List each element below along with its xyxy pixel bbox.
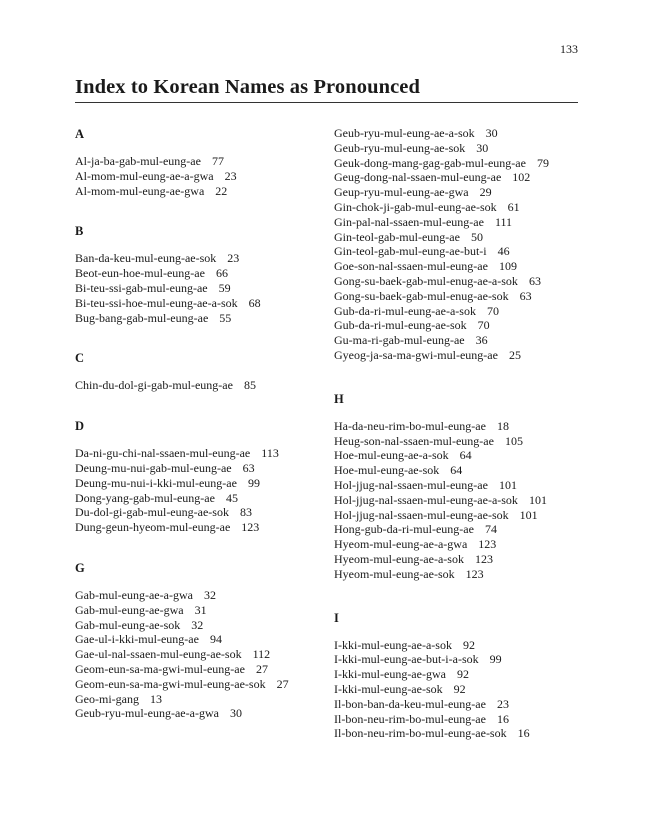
index-entry bbox=[75, 677, 325, 692]
index-entry-list bbox=[75, 251, 325, 325]
entry-page-number: 94 bbox=[209, 632, 222, 647]
index-entry bbox=[334, 304, 584, 319]
index-entry bbox=[75, 706, 325, 721]
entry-page-number: 16 bbox=[496, 711, 509, 726]
entry-name: Al-mom-mul-eung-ae-gwa bbox=[75, 183, 205, 198]
entry-name: Da-ni-gu-chi-nal-ssaen-mul-eung-ae bbox=[75, 446, 251, 461]
entry-name: Geup-ryu-mul-eung-ae-gwa bbox=[334, 185, 469, 200]
index-entry bbox=[334, 200, 584, 215]
entry-name: Du-dol-gi-gab-mul-eung-ae-sok bbox=[75, 505, 229, 520]
entry-name: Hol-jjug-nal-ssaen-mul-eung-ae-a-sok bbox=[334, 492, 518, 507]
index-entry bbox=[334, 156, 584, 171]
index-entry bbox=[334, 274, 584, 289]
index-entry bbox=[334, 508, 584, 523]
index-entry bbox=[334, 493, 584, 508]
entry-name: Gong-su-baek-gab-mul-enug-ae-sok bbox=[334, 288, 509, 303]
entry-name: Hol-jjug-nal-ssaen-mul-eung-ae-sok bbox=[334, 507, 509, 522]
entry-name: Heug-son-nal-ssaen-mul-eung-ae bbox=[334, 433, 494, 448]
section-letter: C bbox=[75, 351, 85, 366]
index-entry bbox=[75, 662, 325, 677]
entry-name: Hyeom-mul-eung-ae-sok bbox=[334, 566, 455, 581]
entry-page-number: 85 bbox=[243, 378, 256, 393]
entry-page-number: 30 bbox=[476, 140, 489, 155]
entry-page-number: 101 bbox=[528, 492, 547, 507]
entry-name: Gin-teol-gab-mul-eung-ae bbox=[334, 229, 460, 244]
entry-page-number: 23 bbox=[496, 696, 509, 711]
index-entry bbox=[75, 169, 325, 184]
entry-page-number: 101 bbox=[519, 507, 538, 522]
entry-page-number: 30 bbox=[229, 706, 242, 721]
index-entry bbox=[334, 682, 584, 697]
entry-page-number: 99 bbox=[247, 475, 260, 490]
entry-name: I-kki-mul-eung-ae-but-i-a-sok bbox=[334, 652, 479, 667]
index-entry bbox=[75, 461, 325, 476]
index-entry bbox=[334, 333, 584, 348]
entry-name: Hyeom-mul-eung-ae-a-sok bbox=[334, 551, 464, 566]
entry-page-number: 45 bbox=[225, 490, 238, 505]
entry-name: Al-mom-mul-eung-ae-a-gwa bbox=[75, 168, 214, 183]
entry-page-number: 30 bbox=[485, 126, 498, 140]
entry-page-number: 27 bbox=[255, 661, 268, 676]
index-entry bbox=[75, 491, 325, 506]
entry-name: I-kki-mul-eung-ae-a-sok bbox=[334, 637, 452, 652]
index-section bbox=[334, 391, 584, 582]
entry-page-number: 64 bbox=[459, 448, 472, 463]
index-entry bbox=[334, 170, 584, 185]
index-entry bbox=[334, 478, 584, 493]
index-entry bbox=[334, 638, 584, 653]
entry-name: Hoe-mul-eung-ae-sok bbox=[334, 463, 440, 478]
index-entry-list bbox=[334, 126, 584, 363]
index-entry bbox=[75, 588, 325, 603]
index-entry bbox=[334, 289, 584, 304]
entry-page-number: 70 bbox=[477, 318, 490, 333]
entry-page-number: 68 bbox=[248, 295, 261, 310]
entry-page-number: 113 bbox=[261, 446, 279, 461]
entry-page-number: 99 bbox=[489, 652, 502, 667]
entry-name: Il-bon-ban-da-keu-mul-eung-ae bbox=[334, 696, 486, 711]
index-entry bbox=[75, 266, 325, 281]
entry-name: Geug-dong-nal-ssaen-mul-eung-ae bbox=[334, 170, 502, 185]
entry-name: Gong-su-baek-gab-mul-enug-ae-a-sok bbox=[334, 273, 518, 288]
index-entry bbox=[334, 348, 584, 363]
entry-page-number: 50 bbox=[470, 229, 483, 244]
index-entry bbox=[334, 652, 584, 667]
entry-page-number: 27 bbox=[276, 676, 289, 691]
entry-page-number: 101 bbox=[498, 477, 517, 492]
entry-name: Geuk-dong-mang-gag-gab-mul-eung-ae bbox=[334, 155, 526, 170]
index-entry bbox=[334, 448, 584, 463]
index-entry bbox=[75, 184, 325, 199]
entry-page-number: 123 bbox=[241, 520, 260, 535]
entry-name: Geom-eun-sa-ma-gwi-mul-eung-ae bbox=[75, 661, 245, 676]
entry-page-number: 31 bbox=[194, 602, 207, 617]
entry-name: Gyeog-ja-sa-ma-gwi-mul-eung-ae bbox=[334, 347, 498, 362]
entry-name: Gu-ma-ri-gab-mul-eung-ae bbox=[334, 333, 465, 348]
entry-page-number: 123 bbox=[478, 537, 497, 552]
index-entry bbox=[334, 141, 584, 156]
entry-name: Dung-geun-hyeom-mul-eung-ae bbox=[75, 520, 231, 535]
index-entry bbox=[75, 296, 325, 311]
index-entry bbox=[334, 419, 584, 434]
entry-page-number: 92 bbox=[456, 667, 469, 682]
entry-name: Geub-ryu-mul-eung-ae-a-gwa bbox=[75, 706, 219, 721]
index-entry bbox=[75, 603, 325, 618]
entry-page-number: 46 bbox=[497, 244, 510, 259]
entry-page-number: 23 bbox=[224, 168, 237, 183]
index-entry bbox=[75, 154, 325, 169]
entry-page-number: 63 bbox=[242, 460, 255, 475]
page-title: Index to Korean Names as Pronounced bbox=[75, 76, 578, 103]
entry-name: Dong-yang-gab-mul-eung-ae bbox=[75, 490, 215, 505]
index-entry-list bbox=[334, 419, 584, 582]
index-column-left bbox=[75, 126, 325, 746]
entry-name: Bi-teu-ssi-gab-mul-eung-ae bbox=[75, 280, 208, 295]
section-letter: H bbox=[334, 391, 344, 406]
entry-name: Gin-teol-gab-mul-eung-ae-but-i bbox=[334, 244, 487, 259]
entry-page-number: 25 bbox=[508, 347, 521, 362]
entry-page-number: 22 bbox=[215, 183, 228, 198]
entry-page-number: 83 bbox=[239, 505, 252, 520]
entry-name: Geub-ryu-mul-eung-ae-sok bbox=[334, 140, 466, 155]
index-entry bbox=[334, 244, 584, 259]
entry-page-number: 13 bbox=[149, 691, 162, 706]
index-entry-list bbox=[75, 446, 325, 535]
index-entry bbox=[75, 505, 325, 520]
index-section bbox=[334, 126, 584, 363]
index-entry bbox=[75, 520, 325, 535]
index-entry bbox=[334, 126, 584, 141]
index-entry bbox=[75, 281, 325, 296]
index-entry bbox=[334, 434, 584, 449]
entry-page-number: 18 bbox=[496, 418, 509, 433]
index-entry bbox=[334, 667, 584, 682]
index-entry bbox=[334, 318, 584, 333]
index-entry bbox=[334, 697, 584, 712]
index-entry bbox=[75, 251, 325, 266]
entry-page-number: 79 bbox=[536, 155, 549, 170]
section-letter: G bbox=[75, 560, 85, 575]
index-entry-list bbox=[75, 588, 325, 721]
entry-page-number: 105 bbox=[504, 433, 523, 448]
index-entry bbox=[334, 259, 584, 274]
entry-page-number: 123 bbox=[465, 566, 484, 581]
entry-page-number: 102 bbox=[512, 170, 531, 185]
index-entry bbox=[75, 311, 325, 326]
index-entry bbox=[334, 185, 584, 200]
entry-page-number: 64 bbox=[450, 463, 463, 478]
entry-name: I-kki-mul-eung-ae-sok bbox=[334, 681, 443, 696]
entry-page-number: 74 bbox=[484, 522, 497, 537]
index-section bbox=[75, 560, 325, 721]
entry-name: Il-bon-neu-rim-bo-mul-eung-ae-sok bbox=[334, 726, 507, 741]
index-section bbox=[334, 610, 584, 742]
index-entry bbox=[334, 552, 584, 567]
section-letter: I bbox=[334, 610, 339, 625]
entry-name: Hoe-mul-eung-ae-a-sok bbox=[334, 448, 449, 463]
entry-page-number: 61 bbox=[507, 199, 520, 214]
index-section bbox=[75, 350, 325, 393]
index-section bbox=[75, 418, 325, 535]
entry-name: Geub-ryu-mul-eung-ae-a-sok bbox=[334, 126, 475, 140]
entry-name: Gae-ul-i-kki-mul-eung-ae bbox=[75, 632, 199, 647]
entry-name: Chin-du-dol-gi-gab-mul-eung-ae bbox=[75, 378, 233, 393]
entry-page-number: 70 bbox=[486, 303, 499, 318]
entry-name: Geom-eun-sa-ma-gwi-mul-eung-ae-sok bbox=[75, 676, 266, 691]
entry-name: Il-bon-neu-rim-bo-mul-eung-ae bbox=[334, 711, 486, 726]
section-letter: A bbox=[75, 127, 85, 141]
entry-page-number: 92 bbox=[453, 681, 466, 696]
index-column-right bbox=[334, 126, 584, 769]
index-entry bbox=[75, 692, 325, 707]
page-number: 133 bbox=[560, 42, 578, 56]
entry-name: Geo-mi-gang bbox=[75, 691, 139, 706]
entry-page-number: 123 bbox=[474, 551, 493, 566]
index-entry bbox=[334, 230, 584, 245]
entry-page-number: 77 bbox=[211, 154, 224, 168]
entry-name: Bi-teu-ssi-hoe-mul-eung-ae-a-sok bbox=[75, 295, 238, 310]
index-entry bbox=[75, 446, 325, 461]
entry-page-number: 23 bbox=[227, 251, 240, 266]
entry-name: Bug-bang-gab-mul-eung-ae bbox=[75, 310, 209, 325]
index-section bbox=[75, 126, 325, 198]
index-entry bbox=[75, 647, 325, 662]
index-entry bbox=[75, 618, 325, 633]
entry-name: Gin-pal-nal-ssaen-mul-eung-ae bbox=[334, 214, 484, 229]
entry-page-number: 29 bbox=[479, 185, 492, 200]
entry-page-number: 63 bbox=[519, 288, 532, 303]
entry-name: Gub-da-ri-mul-eung-ae-sok bbox=[334, 318, 467, 333]
index-section bbox=[75, 223, 325, 325]
index-entry bbox=[75, 378, 325, 393]
entry-name: Goe-son-nal-ssaen-mul-eung-ae bbox=[334, 259, 488, 274]
entry-name: Hol-jjug-nal-ssaen-mul-eung-ae bbox=[334, 477, 488, 492]
index-entry bbox=[334, 215, 584, 230]
entry-page-number: 55 bbox=[219, 310, 232, 325]
entry-page-number: 66 bbox=[215, 266, 228, 281]
entry-name: Beot-eun-hoe-mul-eung-ae bbox=[75, 266, 205, 281]
entry-name: Gae-ul-nal-ssaen-mul-eung-ae-sok bbox=[75, 647, 242, 662]
index-entry bbox=[75, 632, 325, 647]
entry-name: Gab-mul-eung-ae-a-gwa bbox=[75, 587, 193, 602]
section-letter: B bbox=[75, 224, 84, 239]
entry-page-number: 16 bbox=[517, 726, 530, 741]
entry-name: Hong-gub-da-ri-mul-eung-ae bbox=[334, 522, 474, 537]
index-entry bbox=[334, 712, 584, 727]
entry-page-number: 111 bbox=[494, 214, 513, 229]
entry-page-number: 32 bbox=[191, 617, 204, 632]
entry-name: Deung-mu-nui-gab-mul-eung-ae bbox=[75, 460, 232, 475]
index-entry bbox=[334, 726, 584, 741]
entry-name: Deung-mu-nui-i-kki-mul-eung-ae bbox=[75, 475, 237, 490]
entry-page-number: 36 bbox=[475, 333, 488, 348]
index-entry bbox=[334, 537, 584, 552]
section-letter: D bbox=[75, 419, 85, 434]
entry-name: Gab-mul-eung-ae-sok bbox=[75, 617, 181, 632]
entry-page-number: 112 bbox=[252, 647, 271, 662]
index-entry bbox=[334, 567, 584, 582]
index-entry-list bbox=[75, 378, 325, 393]
index-entry bbox=[334, 522, 584, 537]
entry-name: Gin-chok-ji-gab-mul-eung-ae-sok bbox=[334, 199, 497, 214]
entry-page-number: 109 bbox=[498, 259, 517, 274]
entry-name: Hyeom-mul-eung-ae-a-gwa bbox=[334, 537, 468, 552]
entry-name: Ban-da-keu-mul-eung-ae-sok bbox=[75, 251, 217, 266]
index-entry bbox=[75, 476, 325, 491]
index-entry-list bbox=[75, 154, 325, 198]
entry-name: Al-ja-ba-gab-mul-eung-ae bbox=[75, 154, 201, 168]
entry-name: Gab-mul-eung-ae-gwa bbox=[75, 602, 184, 617]
entry-name: I-kki-mul-eung-ae-gwa bbox=[334, 667, 446, 682]
index-entry bbox=[334, 463, 584, 478]
entry-page-number: 32 bbox=[203, 587, 216, 602]
entry-page-number: 59 bbox=[218, 280, 231, 295]
entry-name: Gub-da-ri-mul-eung-ae-a-sok bbox=[334, 303, 476, 318]
entry-name: Ha-da-neu-rim-bo-mul-eung-ae bbox=[334, 418, 486, 433]
index-entry-list bbox=[334, 638, 584, 742]
entry-page-number: 63 bbox=[528, 273, 541, 288]
entry-page-number: 92 bbox=[462, 637, 475, 652]
